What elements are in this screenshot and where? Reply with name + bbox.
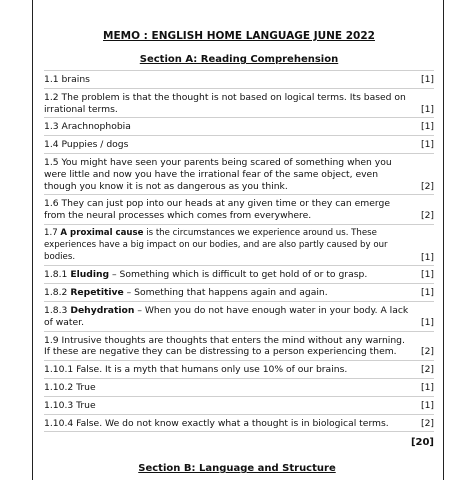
question-number: 1.8.2 (44, 287, 71, 299)
answer-text (44, 305, 421, 329)
answer-text: 1.4 Puppies / dogs (44, 139, 129, 151)
answer-text (44, 287, 421, 299)
mark: [2] (420, 417, 434, 429)
answer-1-8-1 (44, 265, 434, 283)
question-number: 1.8.1 (44, 269, 71, 281)
answer-body: – Something which is difficult to get hold of or to grasp. (109, 269, 368, 281)
question-number: 1.7 (44, 227, 61, 238)
answer-body: – When you do not have enough water in your body. A lack of water. (44, 304, 409, 328)
answer-1-8-3 (44, 301, 434, 331)
answer-text: 1.1 brains (44, 74, 90, 85)
mark: [1] (420, 139, 434, 151)
mark: [1] (420, 103, 434, 115)
section-total: [20] (44, 431, 434, 448)
answer-1-5 (44, 153, 434, 194)
answer-text: 1.5 You might have seen your parents being scared of something when you were little and now you have the irrational fear of the same object, even though you know it is not as dangerous as you think. (44, 156, 392, 192)
mark: [1] (420, 287, 434, 299)
section-a-heading: Section A: Reading Comprehension (139, 54, 339, 65)
key-term: Dehydration (70, 304, 135, 316)
answer-text: 1.3 Arachnophobia (44, 121, 131, 133)
answer-text: 1.10.3 True (44, 399, 96, 411)
answer-text: 1.2 The problem is that the thought is not based on logical terms. Its based on irrational terms. (44, 91, 406, 115)
answer-body: – Something that happens again and again. (123, 287, 328, 299)
mark: [1] (420, 316, 434, 328)
answer-text: 1.10.4 False. We do not know exactly what a thought is in biological terms. (44, 417, 389, 429)
key-term: Eluding (70, 269, 110, 281)
mark: [2] (420, 180, 434, 192)
answer-1-7 (44, 224, 434, 265)
answer-1-1 (44, 70, 434, 88)
memo-title: MEMO : ENGLISH HOME LANGUAGE JUNE 2022 (103, 30, 375, 42)
answer-1-10-1 (44, 360, 434, 378)
answer-1-10-3 (44, 396, 434, 414)
key-term: Repetitive (70, 287, 124, 299)
answer-text: 1.10.1 False. It is a myth that humans only use 10% of our brains. (44, 364, 348, 376)
answer-text: 1.10.2 True (44, 381, 96, 393)
mark: [2] (420, 364, 434, 376)
answer-1-8-2 (44, 283, 434, 301)
answer-text: 1.6 They can just pop into our heads at any given time or they can emerge from the neural processes which comes from everywhere. (44, 198, 390, 222)
question-number: 1.8.3 (44, 304, 71, 316)
answer-body: is the circumstances we experience around us. These experiences have a big impact on our bodies, and are also partly caused by our bodies. (44, 227, 388, 262)
mark: [2] (420, 346, 434, 358)
mark: [1] (420, 399, 434, 411)
mark: [1] (420, 381, 434, 393)
answer-1-4 (44, 135, 434, 153)
answer-1-10-2 (44, 378, 434, 396)
mark: [1] (420, 121, 434, 133)
answer-text: 1.9 Intrusive thoughts are thoughts that enters the mind without any warning. If these are negative they can be distressing to a person experiencing them. (44, 334, 405, 358)
answer-1-3 (44, 117, 434, 135)
mark: [1] (420, 269, 434, 281)
answer-text (44, 228, 421, 263)
section-b-heading: Section B: Language and Structure (138, 463, 336, 474)
answer-1-10-4 (44, 414, 434, 432)
answer-1-6 (44, 194, 434, 224)
key-term: A proximal cause (60, 227, 144, 238)
mark: [1] (420, 74, 434, 85)
answer-text (44, 269, 421, 281)
answer-1-2 (44, 88, 434, 118)
answer-1-9 (44, 331, 434, 361)
mark: [2] (420, 210, 434, 222)
memo-document (44, 30, 434, 448)
mark: [1] (420, 251, 434, 263)
